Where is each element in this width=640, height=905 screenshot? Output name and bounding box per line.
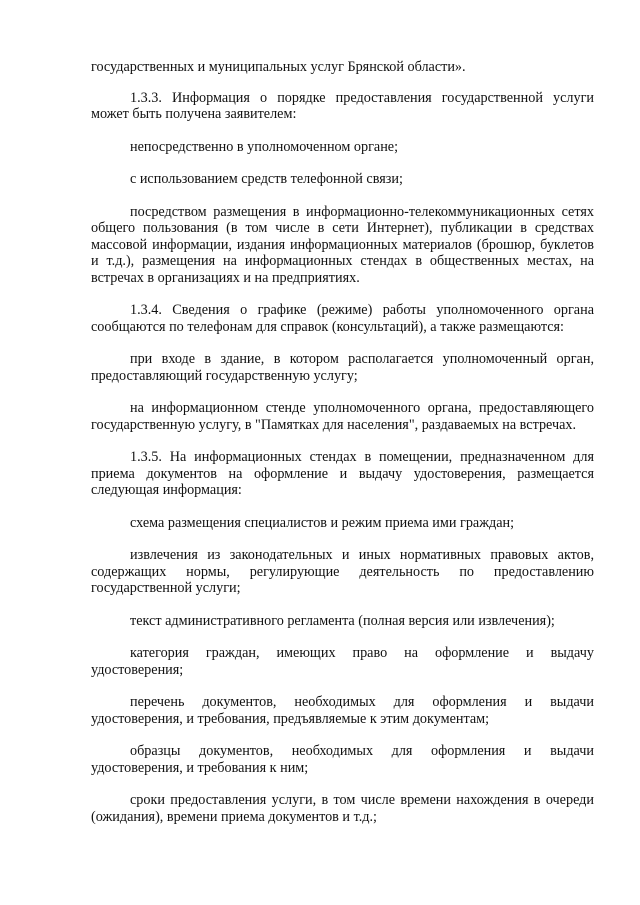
- list-item: категория граждан, имеющих право на оформление и выдачу удостоверения;: [91, 645, 594, 678]
- list-item: непосредственно в уполномоченном органе;: [130, 138, 399, 155]
- list-item: на информационном стенде уполномоченного органа, предоставляющего государственную услугу, в "Памятках для населения", раздаваемых на встречах.: [91, 400, 594, 433]
- paragraph-1-3-4: 1.3.4. Сведения о графике (режиме) работы уполномоченного органа сообщаются по телефонам для справок (консультаций), а также размещаются:: [91, 302, 594, 335]
- list-item: схема размещения специалистов и режим приема ими граждан;: [130, 514, 515, 531]
- list-item: с использованием средств телефонной связи;: [130, 171, 403, 187]
- list-item: посредством размещения в информационно-телекоммуникационных сетях общего пользования (в том числе в сети Интернет), публикации в средствах массовой информации, издания информационных материалов (брошюр, буклетов и т.д.), размещения на информационных стендах в общественных местах, на встречах в организациях и на предприятиях.: [91, 203, 594, 286]
- paragraph-continuation: государственных и муниципальных услуг Брянской области».: [91, 59, 466, 75]
- list-item: текст административного регламента (полная версия или извлечения);: [130, 612, 555, 629]
- paragraph-1-3-3: 1.3.3. Информация о порядке предоставления государственной услуги может быть получена заявителем:: [91, 89, 594, 122]
- list-item: перечень документов, необходимых для оформления и выдачи удостоверения, и требования, предъявляемые к этим документам;: [91, 694, 594, 727]
- list-item: сроки предоставления услуги, в том числе времени нахождения в очереди (ожидания), времени приема документов и т.д.;: [91, 792, 594, 825]
- paragraph-1-3-5: 1.3.5. На информационных стендах в помещении, предназначенном для приема документов на оформление и выдачу удостоверения, размещается следующая информация:: [91, 449, 594, 498]
- list-item: образцы документов, необходимых для оформления и выдачи удостоверения, и требования к ним;: [91, 743, 594, 776]
- list-item: извлечения из законодательных и иных нормативных правовых актов, содержащих нормы, регулирующие деятельность по предоставлению государственной услуги;: [91, 547, 594, 596]
- list-item: при входе в здание, в котором располагается уполномоченный орган, предоставляющий государственную услугу;: [91, 351, 594, 384]
